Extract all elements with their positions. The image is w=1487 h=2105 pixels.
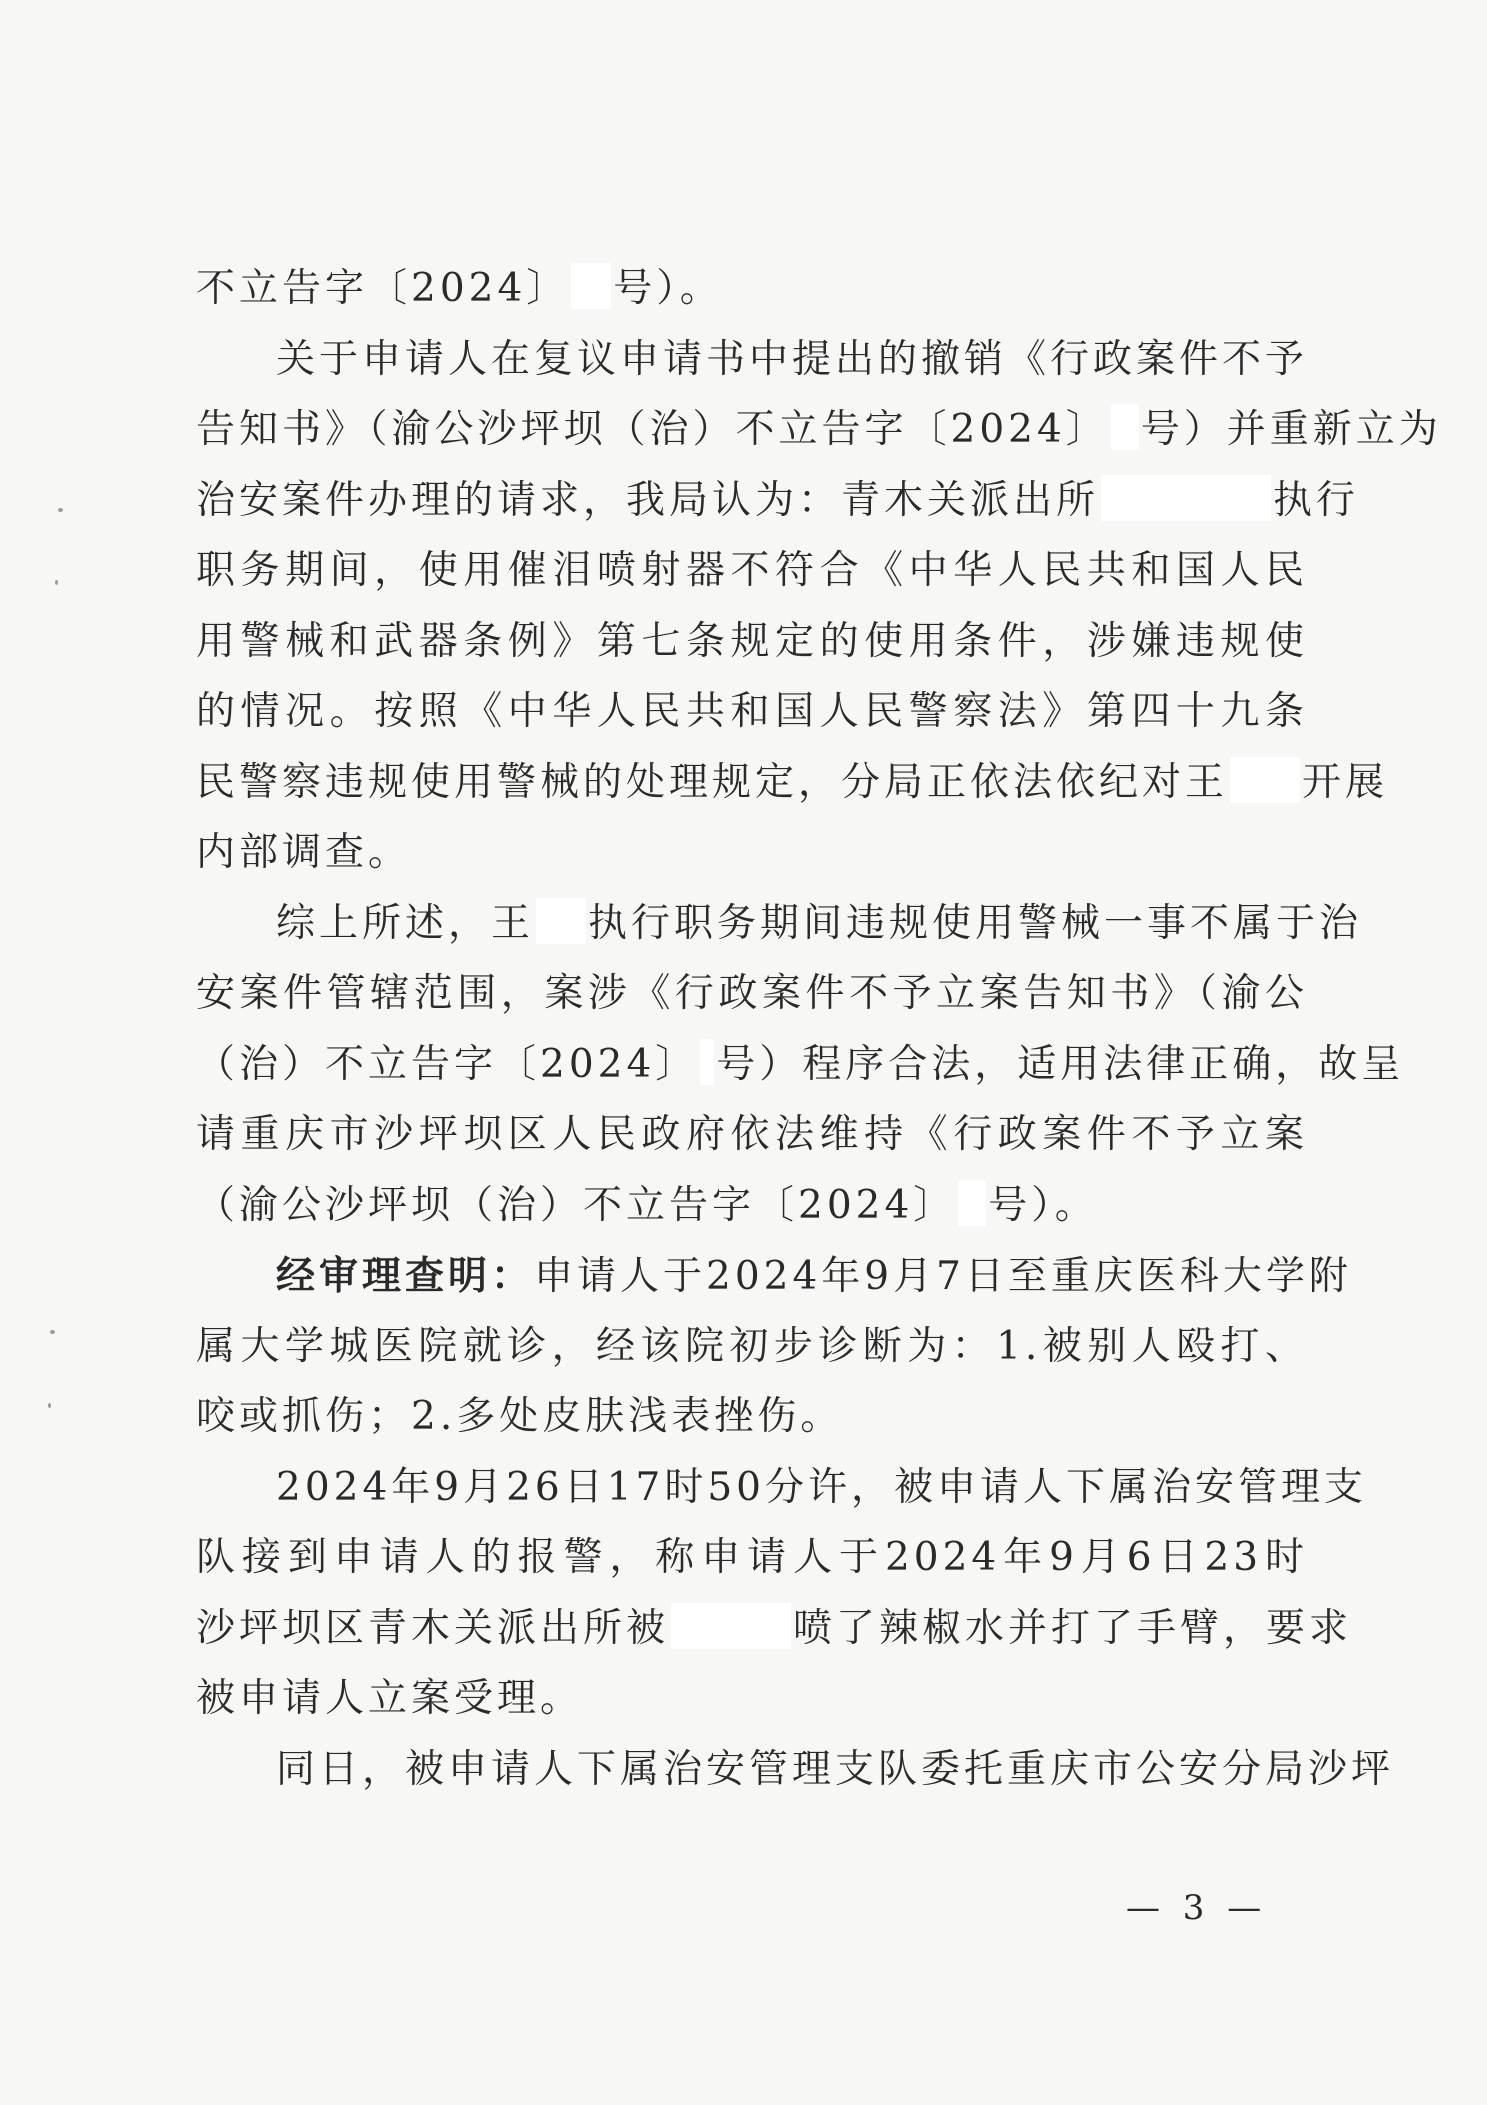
text-line: 内部调查。	[196, 830, 412, 875]
paragraph-start: 综上所述，王 执行职务期间违规使用警械一事不属于治	[196, 889, 1308, 960]
text-line: 职务期间，使用催泪喷射器不符合《中华人民共和国人民	[196, 548, 1308, 593]
redaction-block	[958, 1180, 986, 1226]
redaction-block	[1230, 757, 1300, 803]
text-line: 安案件管辖范围，案涉《行政案件不予立案告知书》（渝公	[196, 971, 1308, 1016]
text-line: （渝公沙坪坝（治）不立告字〔2024〕 号）。	[196, 1171, 1308, 1242]
text-line: 用警械和武器条例》第七条规定的使用条件，涉嫌违规使	[196, 618, 1308, 664]
text-line: 民警察违规使用警械的处理规定，分局正依法依纪对王 开展	[196, 748, 1308, 819]
redaction-block	[700, 1039, 714, 1085]
scan-speck	[48, 1403, 51, 1408]
scan-speck	[58, 508, 63, 512]
text-line: 属大学城医院就诊，经该院初步诊断为：1.被别人殴打、	[196, 1323, 1308, 1369]
scan-speck	[50, 1330, 55, 1334]
page-number: — 3 —	[1126, 1888, 1268, 1928]
redaction-block	[1111, 404, 1139, 450]
redaction-block	[671, 1603, 791, 1649]
paragraph-start: 同日，被申请人下属治安管理支队委托重庆市公安分局沙坪	[276, 1746, 1395, 1792]
text-line: 队接到申请人的报警，称申请人于2024年9月6日23时	[196, 1535, 1308, 1580]
finding-heading: 经审理查明：	[276, 1253, 535, 1299]
paragraph-start: 经审理查明：申请人于2024年9月7日至重庆医科大学附	[276, 1253, 1352, 1299]
text-line: 的情况。按照《中华人民共和国人民警察法》第四十九条	[196, 689, 1308, 734]
text-line: （治）不立告字〔2024〕 号）程序合法，适用法律正确，故呈	[196, 1030, 1308, 1101]
text-line: 沙坪坝区青木关派出所被 喷了辣椒水并打了手臂，要求	[196, 1594, 1308, 1665]
text-line: 被申请人立案受理。	[196, 1676, 584, 1721]
text-line: 不立告字〔2024〕 号）。	[196, 254, 1308, 325]
redaction-block	[571, 263, 611, 309]
body-text	[196, 254, 1442, 1805]
redaction-block	[536, 898, 586, 944]
text-line: 咬或抓伤；2.多处皮肤浅表挫伤。	[196, 1394, 844, 1439]
text-line: 治安案件办理的请求，我局认为：青木关派出所 执行	[196, 466, 1308, 537]
text-line: 请重庆市沙坪坝区人民政府依法维持《行政案件不予立案	[196, 1112, 1308, 1157]
text-line: 告知书》（渝公沙坪坝（治）不立告字〔2024〕 号）并重新立为	[196, 395, 1308, 466]
paragraph-start: 关于申请人在复议申请书中提出的撤销《行政案件不予	[276, 336, 1308, 382]
paragraph-start: 2024年9月26日17时50分许，被申请人下属治安管理支	[276, 1464, 1367, 1510]
scan-speck	[55, 580, 58, 585]
redaction-block	[1101, 475, 1271, 521]
